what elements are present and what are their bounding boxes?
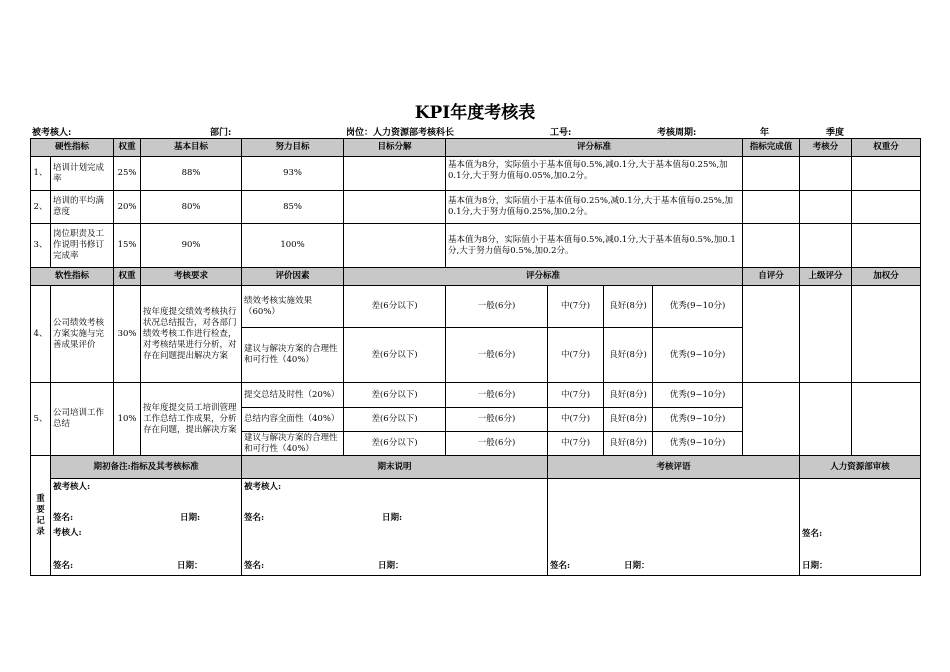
score-cell[interactable] [800,224,852,268]
grade-fair: 一般(6分) [446,328,548,383]
grade-medium: 中(7分) [548,432,604,456]
hard-header-score: 考核分 [800,139,852,157]
indicator-name: 公司绩效考核方案实施与完善成果评价 [51,286,114,383]
employee-no-label: 工号: [550,128,572,138]
weighted-cell[interactable] [852,224,921,268]
hard-header-effort: 努力目标 [242,139,344,157]
row-number: 3、 [31,224,51,268]
indicator-name: 岗位职责及工作说明书修订完成率 [51,224,114,268]
score-cell[interactable] [800,157,852,191]
hard-header-basic: 基本目标 [141,139,242,157]
weight-value: 10% [114,383,141,456]
completion-cell[interactable] [743,224,800,268]
sign-label: 签名: [244,513,265,523]
assessee-label: 被考核人: [32,128,72,138]
soft-header-standard: 评分标准 [344,268,743,286]
grade-excellent: 优秀(9~10分) [653,432,743,456]
grade-medium: 中(7分) [548,286,604,328]
scoring-standard: 基本值为8分，实际值小于基本值每0.5%,减0.1分,大于基本值每0.5%,加0.1分,大于努力值每0.5%,加0.2分。 [446,224,743,268]
indicator-name: 培训计划完成率 [51,157,114,191]
record-header-final: 期末说明 [242,456,548,479]
date-label: 日期: [382,513,403,523]
date-label: 日期: [180,513,201,523]
superior-score-cell[interactable] [800,286,852,383]
evaluation-factor: 提交总结及时性（20%） [242,383,344,408]
soft-header-self: 自评分 [743,268,800,286]
evaluation-factor: 建议与解决方案的合理性和可行性（40%） [242,432,344,456]
grade-excellent: 优秀(9~10分) [653,328,743,383]
grade-medium: 中(7分) [548,383,604,408]
table-row [31,286,921,328]
assessor-sign-label: 考核人: [53,528,82,538]
soft-header-factor: 评价因素 [242,268,344,286]
date-label: 日期： [177,561,203,571]
hard-header-breakdown: 目标分解 [344,139,446,157]
hard-header-row [31,139,921,157]
grade-good: 良好(8分) [604,286,653,328]
grade-fair: 一般(6分) [446,286,548,328]
indicator-name: 公司培训工作总结 [51,383,114,456]
weighted-cell[interactable] [852,191,921,224]
assessee-sign-label: 被考核人: [53,482,91,492]
weight-value: 25% [114,157,141,191]
indicator-name: 培训的平均满意度 [51,191,114,224]
record-signature-row [31,479,921,576]
sign-label: 签名: [802,529,823,539]
grade-fair: 一般(6分) [446,408,548,432]
soft-header-weighted: 加权分 [852,268,921,286]
grade-excellent: 优秀(9~10分) [653,383,743,408]
soft-header-superior: 上级评分 [800,268,852,286]
table-row [31,224,921,268]
evaluation-factor: 绩效考核实施效果（60%） [242,286,344,328]
department-label: 部门: [210,128,232,138]
date-label: 日期： [802,561,828,571]
sign-label: 签名: [53,561,74,571]
target-breakdown[interactable] [344,224,446,268]
grade-good: 良好(8分) [604,328,653,383]
period-label: 考核周期: [657,128,697,138]
grade-poor: 差(6分以下) [344,383,446,408]
hard-header-indicator: 硬性指标 [31,139,114,157]
sign-label: 签名: [550,561,571,571]
grade-good: 良好(8分) [604,432,653,456]
basic-target: 80% [141,191,242,224]
row-number: 1、 [31,157,51,191]
year-label: 年 [760,128,770,138]
soft-header-weight: 权重 [114,268,141,286]
grade-fair: 一般(6分) [446,432,548,456]
self-score-cell[interactable] [743,286,800,383]
effort-target: 85% [242,191,344,224]
row-number: 4、 [31,286,51,383]
target-breakdown[interactable] [344,191,446,224]
page-title: KPI年度考核表 [414,103,536,123]
sign-label: 签名: [53,513,74,523]
kpi-table [30,138,921,576]
grade-poor: 差(6分以下) [344,328,446,383]
grade-poor: 差(6分以下) [344,286,446,328]
date-label: 日期： [624,561,650,571]
completion-cell[interactable] [743,191,800,224]
sign-label: 签名: [244,561,265,571]
record-header-hr-review: 人力资源部审核 [800,456,921,479]
grade-medium: 中(7分) [548,408,604,432]
row-number: 5、 [31,383,51,456]
hard-header-standard: 评分标准 [446,139,743,157]
weighted-score-cell[interactable] [852,383,921,456]
basic-target: 90% [141,224,242,268]
weight-value: 20% [114,191,141,224]
evaluation-factor: 总结内容全面性（40%） [242,408,344,432]
weighted-cell[interactable] [852,157,921,191]
requirement-text: 按年度提交员工培训管理工作总结工作成果，分析存在问题，提出解决方案 [141,383,242,456]
record-header-row [31,456,921,479]
date-label: 日期： [378,561,404,571]
grade-excellent: 优秀(9~10分) [653,408,743,432]
target-breakdown[interactable] [344,157,446,191]
record-header-comments: 考核评语 [548,456,800,479]
hard-header-weighted: 权重分 [852,139,921,157]
assessee-sign-label: 被考核人: [244,482,282,492]
self-score-cell[interactable] [743,383,800,456]
record-header-initial: 期初备注:指标及其考核标准 [51,456,242,479]
initial-notes-cell[interactable] [51,479,242,576]
table-row [31,157,921,191]
completion-cell[interactable] [743,157,800,191]
hard-header-completion: 指标完成值 [743,139,800,157]
evaluation-factor: 建议与解决方案的合理性和可行性（40%） [242,328,344,383]
grade-poor: 差(6分以下) [344,408,446,432]
comments-cell[interactable] [548,479,800,576]
final-notes-cell[interactable] [242,479,548,576]
row-number: 2、 [31,191,51,224]
hr-review-cell[interactable] [800,479,921,576]
position-label: 岗位：人力资源部考核科长 [346,128,455,138]
table-row [31,191,921,224]
table-row [31,383,921,408]
grade-fair: 一般(6分) [446,383,548,408]
effort-target: 93% [242,157,344,191]
soft-header-indicator: 软性指标 [31,268,114,286]
soft-header-requirement: 考核要求 [141,268,242,286]
basic-target: 88% [141,157,242,191]
soft-header-row [31,268,921,286]
grade-good: 良好(8分) [604,383,653,408]
superior-score-cell[interactable] [800,383,852,456]
effort-target: 100% [242,224,344,268]
grade-poor: 差(6分以下) [344,432,446,456]
record-side-label: 重 要 记 录 [31,456,51,576]
weighted-score-cell[interactable] [852,286,921,383]
quarter-label: 季度 [826,128,845,138]
requirement-text: 按年度提交绩效考核执行状况总结报告，对各部门绩效考核工作进行检查，对考核结果进行分析，对存在问题提出解决方案 [141,286,242,383]
scoring-standard: 基本值为8分，实际值小于基本值每0.5%,减0.1分,大于基本值每0.25%,加0.1分,大于努力值每0.05%,加0.2分。 [446,157,743,191]
score-cell[interactable] [800,191,852,224]
hard-header-weight: 权重 [114,139,141,157]
weight-value: 15% [114,224,141,268]
grade-excellent: 优秀(9~10分) [653,286,743,328]
grade-good: 良好(8分) [604,408,653,432]
weight-value: 30% [114,286,141,383]
scoring-standard: 基本值为8分，实际值小于基本值每0.25%,减0.1分,大于基本值每0.25%,加0.1分,大于努力值每0.25%,加0.2分。 [446,191,743,224]
grade-medium: 中(7分) [548,328,604,383]
